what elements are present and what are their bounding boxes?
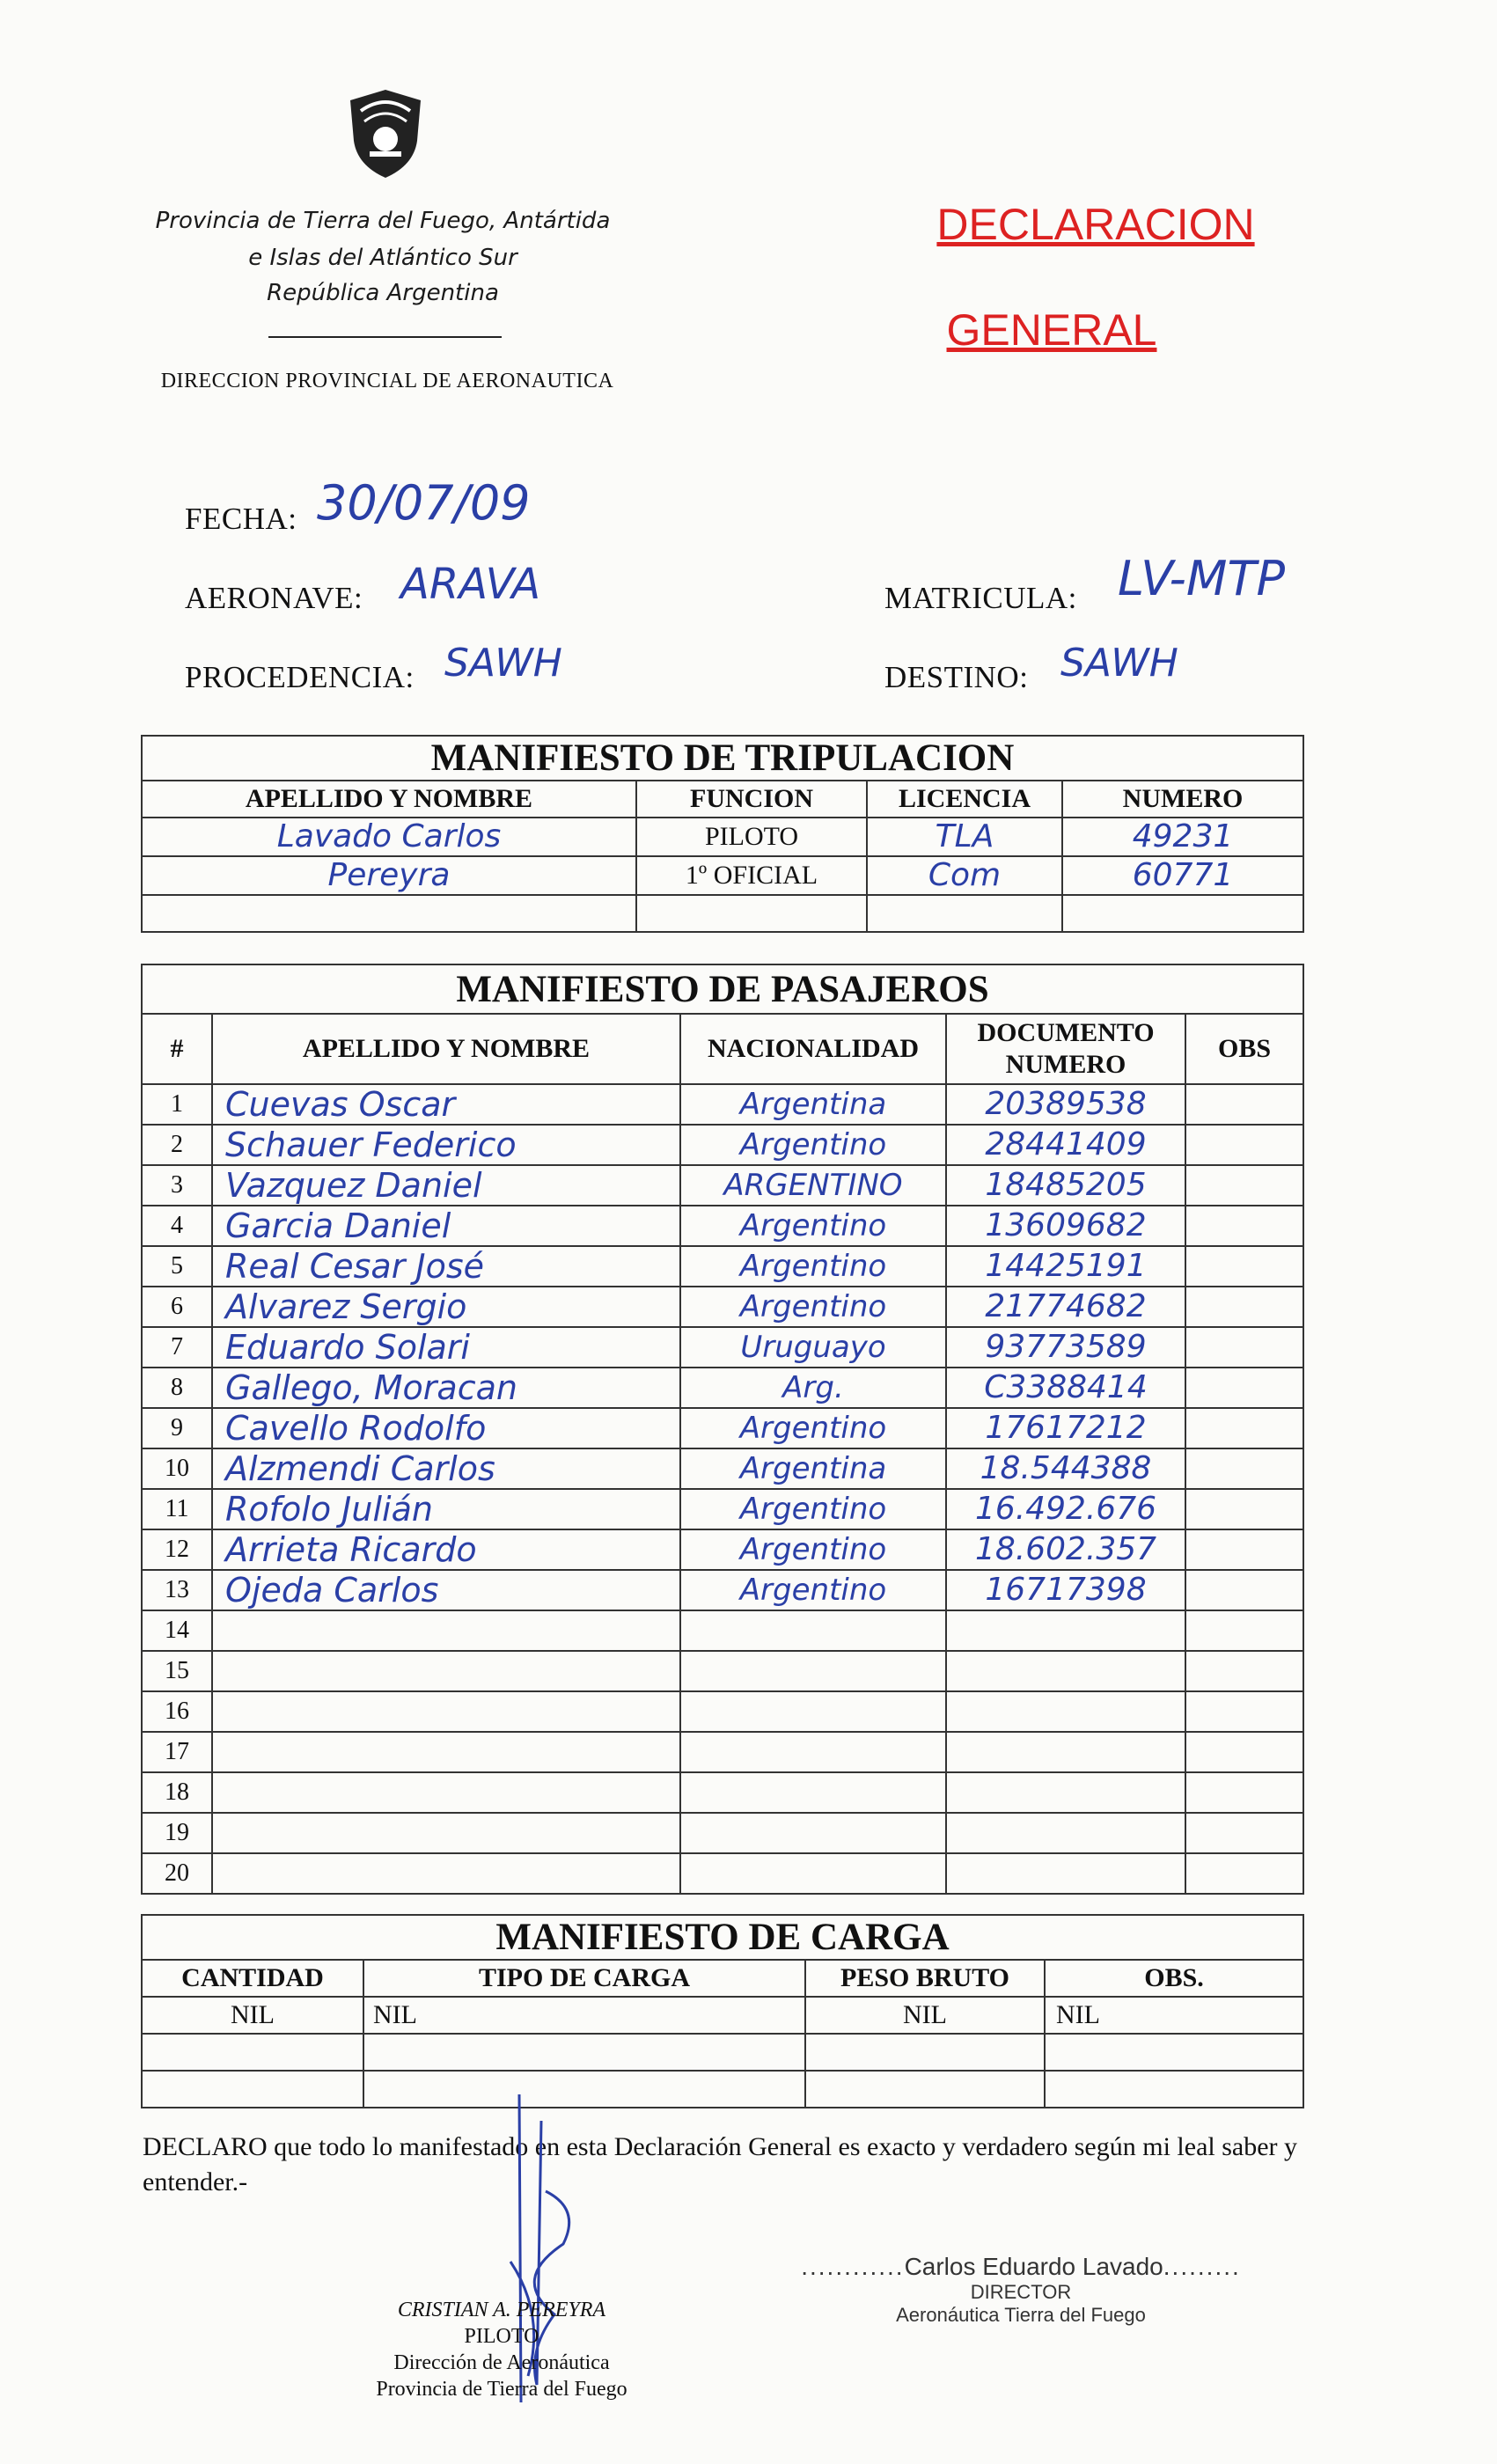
- passenger-nationality: Argentina: [680, 1448, 946, 1489]
- passenger-row: [142, 1246, 1303, 1287]
- crew-license: [867, 895, 1062, 932]
- passenger-nationality: [680, 1853, 946, 1894]
- pax-header-num: #: [142, 1014, 212, 1084]
- passenger-document: 28441409: [946, 1125, 1185, 1165]
- passenger-document: [946, 1610, 1185, 1651]
- passenger-document: 17617212: [946, 1408, 1185, 1448]
- passenger-name: Arrieta Ricardo: [212, 1529, 680, 1570]
- pax-header-document: DOCUMENTO NUMERO: [946, 1014, 1185, 1084]
- province-line-1: Provincia de Tierra del Fuego, Antártida: [155, 208, 611, 234]
- matricula-value: LV-MTP: [1118, 551, 1286, 606]
- passenger-obs: [1185, 1610, 1303, 1651]
- passenger-row: [142, 1570, 1303, 1610]
- crew-function: [636, 895, 867, 932]
- passenger-document: 20389538: [946, 1084, 1185, 1125]
- passenger-nationality: [680, 1691, 946, 1732]
- pilot-org-line1: Dirección de Aeronáutica: [393, 2351, 610, 2374]
- passenger-table-title: MANIFIESTO DE PASAJEROS: [142, 964, 1303, 1014]
- passenger-obs: [1185, 1448, 1303, 1489]
- crew-license: Com: [867, 856, 1062, 895]
- passenger-number: 8: [142, 1368, 212, 1408]
- passenger-rows: [142, 1084, 1303, 1894]
- passenger-nationality: Argentino: [680, 1408, 946, 1448]
- passenger-name: Rofolo Julián: [212, 1489, 680, 1529]
- passenger-obs: [1185, 1529, 1303, 1570]
- cargo-header-type: TIPO DE CARGA: [363, 1960, 805, 1997]
- signature-dots: ............: [801, 2253, 905, 2280]
- crew-header-name: APELLIDO Y NOMBRE: [142, 781, 636, 818]
- director-name: Carlos Eduardo Lavado: [904, 2253, 1163, 2280]
- passenger-number: 10: [142, 1448, 212, 1489]
- passenger-number: 6: [142, 1287, 212, 1327]
- passenger-row: [142, 1125, 1303, 1165]
- procedencia-label: PROCEDENCIA:: [185, 660, 415, 694]
- crew-name: [142, 895, 636, 932]
- passenger-nationality: [680, 1732, 946, 1772]
- passenger-nationality: Argentino: [680, 1125, 946, 1165]
- passenger-number: 11: [142, 1489, 212, 1529]
- passenger-nationality: [680, 1813, 946, 1853]
- passenger-name: [212, 1691, 680, 1732]
- passenger-number: 13: [142, 1570, 212, 1610]
- passenger-nationality: Argentino: [680, 1570, 946, 1610]
- passenger-row: [142, 1732, 1303, 1772]
- cargo-obs: [1045, 2034, 1303, 2071]
- passenger-obs: [1185, 1125, 1303, 1165]
- cargo-obs: [1045, 2071, 1303, 2108]
- passenger-document: [946, 1732, 1185, 1772]
- passenger-document: [946, 1651, 1185, 1691]
- passenger-nationality: Uruguayo: [680, 1327, 946, 1368]
- passenger-number: 16: [142, 1691, 212, 1732]
- passenger-document: 93773589: [946, 1327, 1185, 1368]
- passenger-name: Cavello Rodolfo: [212, 1408, 680, 1448]
- fecha-label: FECHA:: [185, 502, 297, 536]
- pilot-org-line2: Provincia de Tierra del Fuego: [376, 2378, 627, 2401]
- matricula-label: MATRICULA:: [884, 581, 1077, 615]
- passenger-nationality: ARGENTINO: [680, 1165, 946, 1206]
- passenger-document: [946, 1813, 1185, 1853]
- passenger-document: [946, 1691, 1185, 1732]
- passenger-name: Gallego, Moracan: [212, 1368, 680, 1408]
- passenger-document: 21774682: [946, 1287, 1185, 1327]
- passenger-row: [142, 1529, 1303, 1570]
- passenger-name: Garcia Daniel: [212, 1206, 680, 1246]
- passenger-number: 18: [142, 1772, 212, 1813]
- passenger-row: [142, 1287, 1303, 1327]
- procedencia-value: SAWH: [444, 641, 562, 686]
- passenger-obs: [1185, 1287, 1303, 1327]
- passenger-number: 12: [142, 1529, 212, 1570]
- passenger-nationality: [680, 1651, 946, 1691]
- passenger-name: Alzmendi Carlos: [212, 1448, 680, 1489]
- director-stamp: [774, 2253, 1267, 2327]
- pax-header-nationality: NACIONALIDAD: [680, 1014, 946, 1084]
- passenger-row: [142, 1772, 1303, 1813]
- cargo-type: NIL: [363, 1997, 805, 2034]
- crew-name: Pereyra: [142, 856, 636, 895]
- cargo-obs: NIL: [1045, 1997, 1303, 2034]
- passenger-number: 9: [142, 1408, 212, 1448]
- passenger-nationality: [680, 1772, 946, 1813]
- passenger-number: 7: [142, 1327, 212, 1368]
- passenger-nationality: Argentino: [680, 1287, 946, 1327]
- province-line-2: e Islas del Atlántico Sur: [248, 245, 517, 271]
- director-org: Aeronáutica Tierra del Fuego: [896, 2304, 1146, 2326]
- passenger-number: 17: [142, 1732, 212, 1772]
- passenger-number: 1: [142, 1084, 212, 1125]
- passenger-name: Ojeda Carlos: [212, 1570, 680, 1610]
- passenger-obs: [1185, 1772, 1303, 1813]
- passenger-name: Vazquez Daniel: [212, 1165, 680, 1206]
- passenger-row: [142, 1691, 1303, 1732]
- passenger-number: 5: [142, 1246, 212, 1287]
- crew-number: [1062, 895, 1303, 932]
- passenger-obs: [1185, 1570, 1303, 1610]
- cargo-manifest-table: [141, 1914, 1304, 2108]
- destino-value: SAWH: [1060, 641, 1178, 686]
- passenger-number: 4: [142, 1206, 212, 1246]
- passenger-nationality: Argentino: [680, 1206, 946, 1246]
- passenger-nationality: Argentina: [680, 1084, 946, 1125]
- passenger-row: [142, 1084, 1303, 1125]
- passenger-manifest-table: [141, 964, 1304, 1895]
- passenger-document: 14425191: [946, 1246, 1185, 1287]
- cargo-header-obs: OBS.: [1045, 1960, 1303, 1997]
- passenger-name: Alvarez Sergio: [212, 1287, 680, 1327]
- passenger-row: [142, 1165, 1303, 1206]
- crew-manifest-table: [141, 735, 1304, 933]
- passenger-row: [142, 1368, 1303, 1408]
- passenger-nationality: Arg.: [680, 1368, 946, 1408]
- passenger-name: [212, 1772, 680, 1813]
- passenger-name: [212, 1853, 680, 1894]
- province-crest-logo: [336, 84, 435, 183]
- passenger-number: 14: [142, 1610, 212, 1651]
- crew-row: [142, 856, 1303, 895]
- passenger-number: 20: [142, 1853, 212, 1894]
- cargo-header-weight: PESO BRUTO: [805, 1960, 1045, 1997]
- passenger-name: [212, 1651, 680, 1691]
- passenger-obs: [1185, 1206, 1303, 1246]
- signature-dots: .........: [1163, 2253, 1241, 2280]
- pilot-role: PILOTO: [464, 2325, 539, 2348]
- crew-license: TLA: [867, 818, 1062, 856]
- passenger-obs: [1185, 1368, 1303, 1408]
- passenger-obs: [1185, 1853, 1303, 1894]
- crew-row: [142, 818, 1303, 856]
- passenger-row: [142, 1408, 1303, 1448]
- pilot-stamp: [334, 2297, 669, 2402]
- passenger-document: 16717398: [946, 1570, 1185, 1610]
- fecha-value: 30/07/09: [317, 475, 531, 531]
- aeronave-value: ARAVA: [400, 560, 541, 609]
- province-line-3: República Argentina: [267, 280, 499, 306]
- crew-header-number: NUMERO: [1062, 781, 1303, 818]
- divider: [268, 336, 502, 338]
- directorate-name: DIRECCION PROVINCIAL DE AERONAUTICA: [160, 370, 614, 392]
- passenger-obs: [1185, 1651, 1303, 1691]
- passenger-number: 3: [142, 1165, 212, 1206]
- passenger-name: Cuevas Oscar: [212, 1084, 680, 1125]
- passenger-document: [946, 1772, 1185, 1813]
- passenger-number: 15: [142, 1651, 212, 1691]
- crew-function: 1º OFICIAL: [636, 856, 867, 895]
- passenger-row: [142, 1448, 1303, 1489]
- declaration-text: DECLARO que todo lo manifestado en esta Declaración General es exacto y verdadero según mi leal saber y entender.-: [143, 2132, 1298, 2196]
- passenger-nationality: Argentino: [680, 1246, 946, 1287]
- passenger-document: 18485205: [946, 1165, 1185, 1206]
- cargo-weight: [805, 2034, 1045, 2071]
- passenger-obs: [1185, 1691, 1303, 1732]
- passenger-document: [946, 1853, 1185, 1894]
- passenger-name: Schauer Federico: [212, 1125, 680, 1165]
- crew-table-title: MANIFIESTO DE TRIPULACION: [142, 736, 1303, 781]
- passenger-document: 16.492.676: [946, 1489, 1185, 1529]
- passenger-row: [142, 1853, 1303, 1894]
- passenger-document: 18.544388: [946, 1448, 1185, 1489]
- passenger-row: [142, 1327, 1303, 1368]
- destino-label: DESTINO:: [884, 660, 1029, 694]
- crew-number: 60771: [1062, 856, 1303, 895]
- cargo-row: [142, 2071, 1303, 2108]
- cargo-quantity: [142, 2034, 363, 2071]
- document-title-line2: GENERAL: [946, 305, 1157, 355]
- passenger-obs: [1185, 1813, 1303, 1853]
- cargo-table-title: MANIFIESTO DE CARGA: [142, 1915, 1303, 1960]
- cargo-quantity: NIL: [142, 1997, 363, 2034]
- passenger-obs: [1185, 1732, 1303, 1772]
- passenger-row: [142, 1651, 1303, 1691]
- director-role: DIRECTOR: [970, 2281, 1072, 2303]
- crew-header-function: FUNCION: [636, 781, 867, 818]
- pax-header-name: APELLIDO Y NOMBRE: [212, 1014, 680, 1084]
- passenger-document: 18.602.357: [946, 1529, 1185, 1570]
- crew-name: Lavado Carlos: [142, 818, 636, 856]
- pilot-name: CRISTIAN A. PEREYRA: [397, 2299, 606, 2321]
- passenger-number: 19: [142, 1813, 212, 1853]
- passenger-obs: [1185, 1327, 1303, 1368]
- passenger-obs: [1185, 1246, 1303, 1287]
- cargo-weight: [805, 2071, 1045, 2108]
- passenger-row: [142, 1489, 1303, 1529]
- cargo-weight: NIL: [805, 1997, 1045, 2034]
- passenger-name: [212, 1813, 680, 1853]
- crew-header-license: LICENCIA: [867, 781, 1062, 818]
- passenger-nationality: Argentino: [680, 1489, 946, 1529]
- passenger-obs: [1185, 1408, 1303, 1448]
- crew-number: 49231: [1062, 818, 1303, 856]
- passenger-row: [142, 1610, 1303, 1651]
- passenger-name: [212, 1732, 680, 1772]
- crew-row: [142, 895, 1303, 932]
- passenger-obs: [1185, 1165, 1303, 1206]
- passenger-obs: [1185, 1489, 1303, 1529]
- passenger-name: [212, 1610, 680, 1651]
- passenger-document: C3388414: [946, 1368, 1185, 1408]
- passenger-name: Eduardo Solari: [212, 1327, 680, 1368]
- cargo-type: [363, 2034, 805, 2071]
- cargo-header-quantity: CANTIDAD: [142, 1960, 363, 1997]
- aeronave-label: AERONAVE:: [185, 581, 363, 615]
- pax-header-obs: OBS: [1185, 1014, 1303, 1084]
- passenger-nationality: [680, 1610, 946, 1651]
- crew-function: PILOTO: [636, 818, 867, 856]
- cargo-quantity: [142, 2071, 363, 2108]
- cargo-row: [142, 2034, 1303, 2071]
- passenger-obs: [1185, 1084, 1303, 1125]
- document-title-line1: DECLARACION: [936, 200, 1255, 249]
- passenger-row: [142, 1206, 1303, 1246]
- passenger-row: [142, 1813, 1303, 1853]
- cargo-row: [142, 1997, 1303, 2034]
- passenger-name: Real Cesar José: [212, 1246, 680, 1287]
- passenger-document: 13609682: [946, 1206, 1185, 1246]
- passenger-number: 2: [142, 1125, 212, 1165]
- passenger-nationality: Argentino: [680, 1529, 946, 1570]
